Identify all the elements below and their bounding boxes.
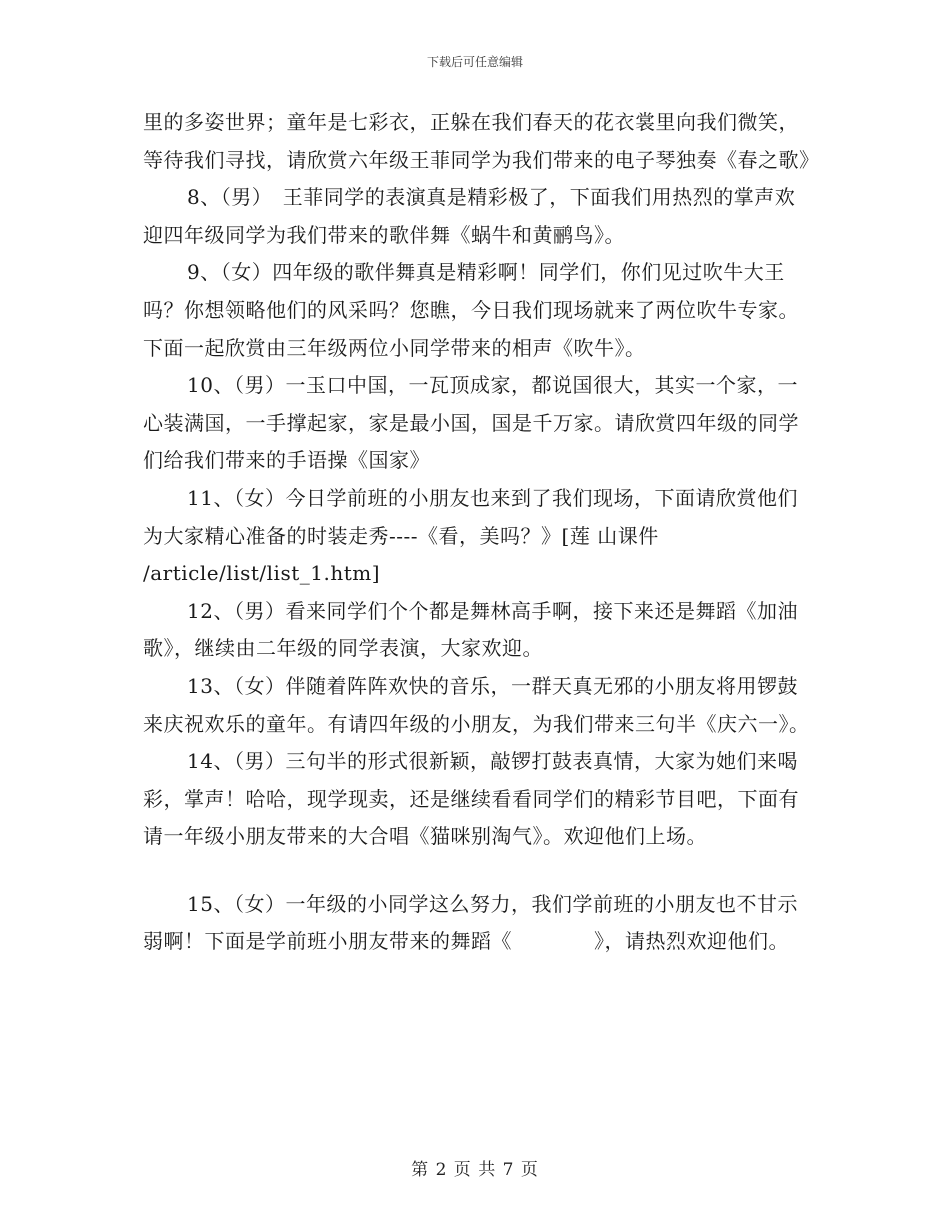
paragraph-spacer: [143, 856, 815, 886]
paragraph-item-9: 9、（女）四年级的歌伴舞真是精彩啊！同学们，你们见过吹牛大王吗？你想领略他们的风采吗？您瞧，今日我们现场就来了两位吹牛专家。下面一起欣赏由三年级两位小同学带来的相声《吹牛》。: [143, 260, 799, 360]
paragraph-item-10: 10、（男）一玉口中国，一瓦顶成家，都说国很大，其实一个家，一心装满国，一手撑起家，家是最小国，国是千万家。请欣赏四年级的同学们给我们带来的手语操《国家》: [143, 373, 799, 473]
paragraph-item-14: 14、（男）三句半的形式很新颖，敲锣打鼓表真情，大家为她们来喝彩，掌声！哈哈，现学现卖，还是继续看看同学们的精彩节目吧，下面有请一年级小朋友带来的大合唱《猫咪别淘气》。欢迎他们上场。: [143, 749, 799, 849]
paragraph-item-12: 12、（男）看来同学们个个都是舞林高手啊，接下来还是舞蹈《加油歌》，继续由二年级的同学表演，大家欢迎。: [143, 598, 798, 661]
paragraph-item-11: 11、（女）今日学前班的小朋友也来到了我们现场，下面请欣赏他们为大家精心准备的时装走秀----《看，美吗？》[莲 山课件 /article/list/list_1.htm]: [143, 485, 798, 586]
page-header: 下载后可任意编辑: [426, 55, 523, 69]
page-number: 第 2 页 共 7 页: [411, 1160, 539, 1180]
paragraph-item-8: 8、（男） 王菲同学的表演真是精彩极了，下面我们用热烈的掌声欢迎四年级同学为我们带来的歌伴舞《蜗牛和黄鹂鸟》。: [143, 185, 796, 247]
paragraph-item-13: 13、（女）伴随着阵阵欢快的音乐，一群天真无邪的小朋友将用锣鼓来庆祝欢乐的童年。有请四年级的小朋友，为我们带来三句半《庆六一》。: [143, 673, 810, 736]
paragraph-continued: 里的多姿世界；童年是七彩衣，正躲在我们春天的花衣裳里向我们微笑，等待我们寻找，请欣赏六年级王菲同学为我们带来的电子琴独奏《春之歌》: [143, 110, 820, 172]
document-body: [143, 104, 820, 961]
paragraph-item-15: 15、（女）一年级的小同学这么努力，我们学前班的小朋友也不甘示弱啊！下面是学前班小朋友带来的舞蹈《 》，请热烈欢迎他们。: [143, 891, 798, 954]
